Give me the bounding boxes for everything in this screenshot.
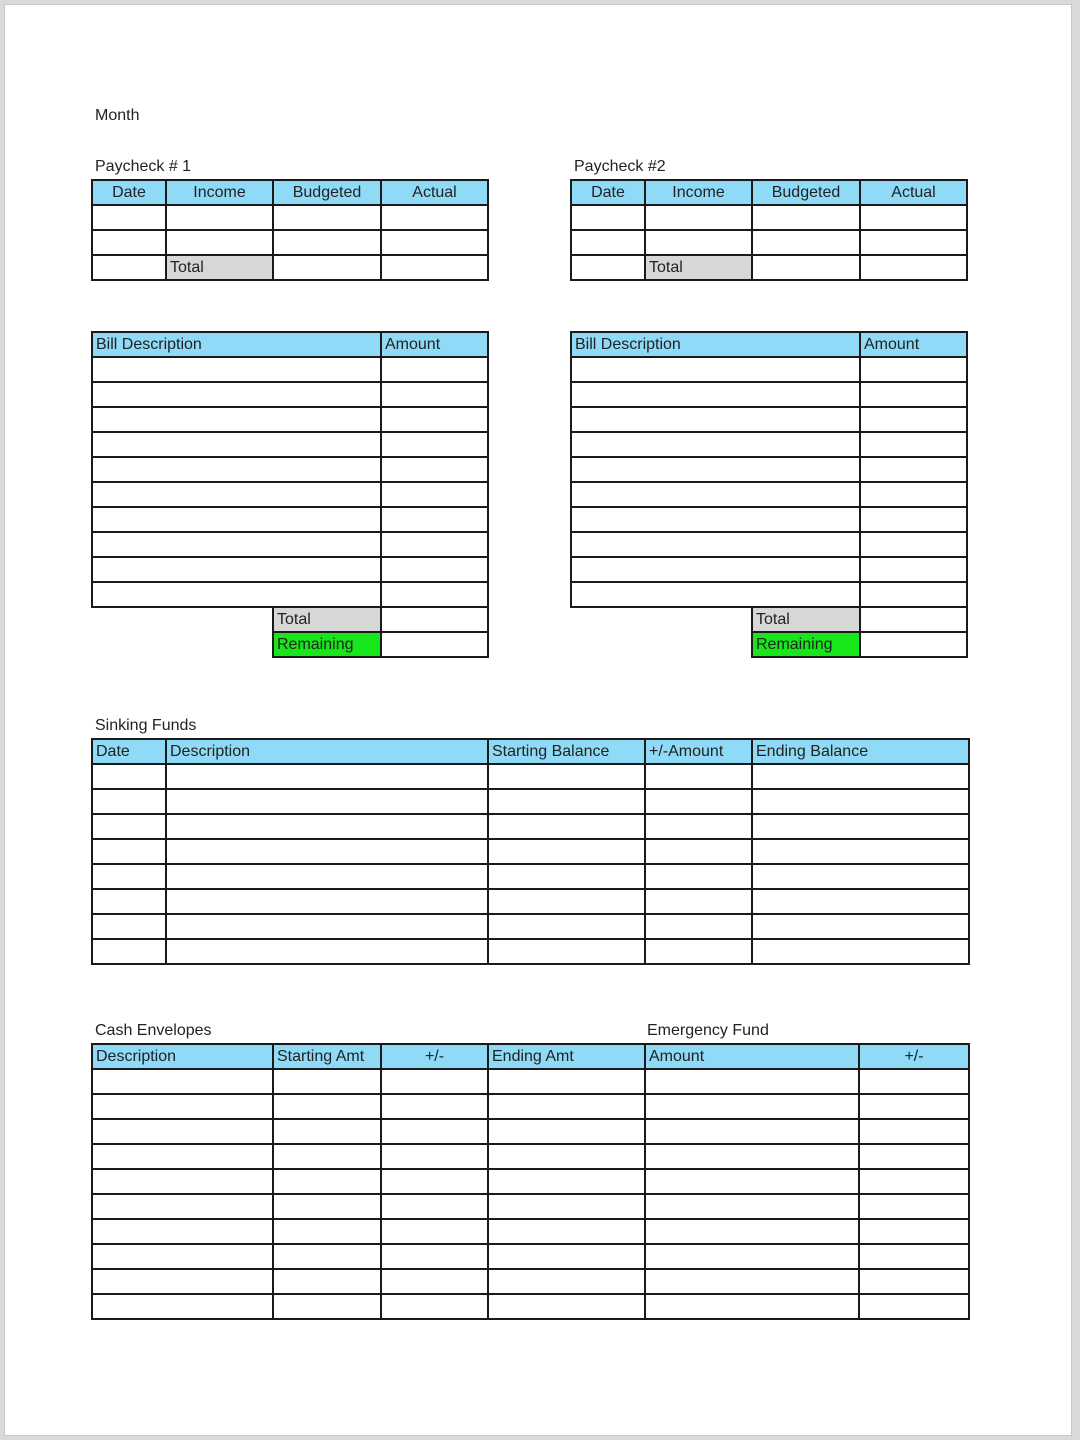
table-row <box>571 557 967 582</box>
cell[interactable] <box>381 407 488 432</box>
cell[interactable] <box>273 1194 381 1219</box>
cell[interactable] <box>92 357 381 382</box>
cell[interactable] <box>859 1244 969 1269</box>
blank-cell <box>92 632 273 657</box>
cell[interactable] <box>752 789 969 814</box>
cell[interactable] <box>860 432 967 457</box>
table-row <box>571 357 967 382</box>
table-row <box>571 532 967 557</box>
cell[interactable] <box>860 482 967 507</box>
cell[interactable] <box>92 1169 273 1194</box>
cell[interactable] <box>645 789 752 814</box>
cell[interactable] <box>273 230 381 255</box>
cell[interactable] <box>488 1144 645 1169</box>
table-row <box>92 939 969 964</box>
cell[interactable] <box>645 939 752 964</box>
cell[interactable] <box>645 1094 859 1119</box>
paycheck-1-title: Paycheck # 1 <box>95 158 192 175</box>
cell[interactable] <box>488 814 645 839</box>
table-header-row <box>92 180 488 205</box>
table-row <box>571 507 967 532</box>
header-amount: Amount <box>381 332 488 357</box>
cell[interactable] <box>645 230 752 255</box>
cell[interactable] <box>645 814 752 839</box>
total-label: Total <box>752 607 860 632</box>
cell[interactable] <box>860 607 967 632</box>
cell[interactable] <box>92 382 381 407</box>
cell[interactable] <box>92 482 381 507</box>
cell[interactable] <box>645 1219 859 1244</box>
cell[interactable] <box>273 1244 381 1269</box>
cell[interactable] <box>92 557 381 582</box>
cell[interactable] <box>381 255 488 280</box>
header-date: Date <box>571 180 645 205</box>
cell[interactable] <box>752 839 969 864</box>
cell[interactable] <box>92 1194 273 1219</box>
cell[interactable] <box>166 230 273 255</box>
cell[interactable] <box>571 357 860 382</box>
cell[interactable] <box>273 1069 381 1094</box>
cell[interactable] <box>860 507 967 532</box>
cell[interactable] <box>381 557 488 582</box>
cell[interactable] <box>488 789 645 814</box>
cell[interactable] <box>860 230 967 255</box>
cell[interactable] <box>571 230 645 255</box>
cell[interactable] <box>381 1194 488 1219</box>
cell[interactable] <box>166 205 273 230</box>
cell[interactable] <box>92 1219 273 1244</box>
header-bill-description: Bill Description <box>571 332 860 357</box>
sinking-funds-table <box>91 738 970 965</box>
cell[interactable] <box>92 1269 273 1294</box>
cell[interactable] <box>645 914 752 939</box>
cell[interactable] <box>92 1094 273 1119</box>
cell[interactable] <box>488 864 645 889</box>
cell[interactable] <box>859 1294 969 1319</box>
cell[interactable] <box>273 1169 381 1194</box>
header-actual: Actual <box>860 180 967 205</box>
cell[interactable] <box>752 205 860 230</box>
cell[interactable] <box>381 582 488 607</box>
cell[interactable] <box>381 205 488 230</box>
cell[interactable] <box>166 864 488 889</box>
cell[interactable] <box>166 914 488 939</box>
total-label: Total <box>273 607 381 632</box>
table-row <box>92 814 969 839</box>
cell[interactable] <box>92 764 166 789</box>
cell[interactable] <box>752 255 860 280</box>
cell[interactable] <box>571 557 860 582</box>
cell[interactable] <box>92 864 166 889</box>
cell[interactable] <box>381 382 488 407</box>
cell[interactable] <box>860 632 967 657</box>
header-amount: Amount <box>860 332 967 357</box>
table-row <box>92 432 488 457</box>
cell[interactable] <box>860 457 967 482</box>
cell[interactable] <box>859 1219 969 1244</box>
table-row <box>92 1069 969 1094</box>
cell[interactable] <box>381 482 488 507</box>
cell[interactable] <box>859 1144 969 1169</box>
cell[interactable] <box>92 789 166 814</box>
cell[interactable] <box>645 1294 859 1319</box>
table-header-row <box>92 1044 969 1069</box>
cell[interactable] <box>381 507 488 532</box>
cell[interactable] <box>92 1244 273 1269</box>
cell[interactable] <box>571 532 860 557</box>
cash-envelopes-title: Cash Envelopes <box>95 1022 212 1039</box>
cell[interactable] <box>645 864 752 889</box>
cell[interactable] <box>273 1144 381 1169</box>
cell[interactable] <box>92 582 381 607</box>
cell[interactable] <box>92 532 381 557</box>
cell[interactable] <box>645 1194 859 1219</box>
total-row <box>571 607 967 632</box>
header-emergency-amount: Amount <box>645 1044 859 1069</box>
table-row <box>92 1294 969 1319</box>
table-row <box>92 1244 969 1269</box>
cell[interactable] <box>381 1294 488 1319</box>
header-amount-change: +/-Amount <box>645 739 752 764</box>
cell[interactable] <box>381 607 488 632</box>
table-row <box>571 582 967 607</box>
cell[interactable] <box>381 632 488 657</box>
cell[interactable] <box>571 205 645 230</box>
cell[interactable] <box>166 889 488 914</box>
cell[interactable] <box>571 382 860 407</box>
blank-cell <box>571 632 752 657</box>
cell[interactable] <box>645 1119 859 1144</box>
cell[interactable] <box>859 1069 969 1094</box>
cell[interactable] <box>645 889 752 914</box>
paycheck-2-table <box>570 179 968 281</box>
cell[interactable] <box>859 1269 969 1294</box>
cell[interactable] <box>571 255 645 280</box>
cell[interactable] <box>273 1294 381 1319</box>
table-row <box>571 382 967 407</box>
header-bill-description: Bill Description <box>92 332 381 357</box>
cell[interactable] <box>488 839 645 864</box>
cell[interactable] <box>860 407 967 432</box>
table-row <box>92 1144 969 1169</box>
month-label: Month <box>95 107 140 124</box>
cell[interactable] <box>273 1119 381 1144</box>
cell[interactable] <box>381 432 488 457</box>
header-description: Description <box>166 739 488 764</box>
header-actual: Actual <box>381 180 488 205</box>
cell[interactable] <box>488 1094 645 1119</box>
cash-envelopes-emergency-table <box>91 1043 970 1320</box>
table-row <box>92 357 488 382</box>
header-emergency-plus-minus: +/- <box>859 1044 969 1069</box>
budget-page <box>4 4 1072 1436</box>
remaining-label: Remaining <box>752 632 860 657</box>
cell[interactable] <box>381 1119 488 1144</box>
cell[interactable] <box>645 839 752 864</box>
table-row <box>92 764 969 789</box>
cell[interactable] <box>92 205 166 230</box>
paycheck-1-table <box>91 179 489 281</box>
cell[interactable] <box>488 1194 645 1219</box>
table-row <box>92 864 969 889</box>
cell[interactable] <box>381 357 488 382</box>
total-label: Total <box>645 255 752 280</box>
table-row <box>92 889 969 914</box>
cell[interactable] <box>860 382 967 407</box>
table-row <box>92 482 488 507</box>
table-row <box>571 205 967 230</box>
table-row <box>92 557 488 582</box>
remaining-row <box>571 632 967 657</box>
cell[interactable] <box>571 457 860 482</box>
cell[interactable] <box>92 1294 273 1319</box>
cell[interactable] <box>381 457 488 482</box>
paycheck-2-title: Paycheck #2 <box>574 158 666 175</box>
cell[interactable] <box>166 764 488 789</box>
total-row <box>92 255 488 280</box>
header-plus-minus: +/- <box>381 1044 488 1069</box>
cell[interactable] <box>645 1244 859 1269</box>
cell[interactable] <box>488 1244 645 1269</box>
table-row <box>92 457 488 482</box>
cell[interactable] <box>488 1169 645 1194</box>
cell[interactable] <box>381 1244 488 1269</box>
cell[interactable] <box>92 1144 273 1169</box>
cell[interactable] <box>92 407 381 432</box>
table-row <box>92 1169 969 1194</box>
remaining-label: Remaining <box>273 632 381 657</box>
cell[interactable] <box>166 839 488 864</box>
cell[interactable] <box>381 1094 488 1119</box>
table-row <box>92 205 488 230</box>
cell[interactable] <box>166 814 488 839</box>
table-row <box>571 457 967 482</box>
header-budgeted: Budgeted <box>752 180 860 205</box>
cell[interactable] <box>92 230 166 255</box>
cell[interactable] <box>381 230 488 255</box>
header-ending-amt: Ending Amt <box>488 1044 645 1069</box>
sinking-funds-title: Sinking Funds <box>95 717 197 734</box>
table-row <box>92 382 488 407</box>
table-row <box>92 1269 969 1294</box>
header-ending-balance: Ending Balance <box>752 739 969 764</box>
cell[interactable] <box>166 939 488 964</box>
cell[interactable] <box>752 914 969 939</box>
cell[interactable] <box>860 557 967 582</box>
cell[interactable] <box>645 205 752 230</box>
table-row <box>92 582 488 607</box>
cell[interactable] <box>859 1169 969 1194</box>
table-row <box>92 230 488 255</box>
cell[interactable] <box>488 1069 645 1094</box>
table-row <box>92 914 969 939</box>
table-header-row <box>571 332 967 357</box>
cell[interactable] <box>571 407 860 432</box>
header-starting-amt: Starting Amt <box>273 1044 381 1069</box>
cell[interactable] <box>92 839 166 864</box>
table-row <box>92 1094 969 1119</box>
cell[interactable] <box>488 764 645 789</box>
cell[interactable] <box>92 1069 273 1094</box>
cell[interactable] <box>488 1269 645 1294</box>
cell[interactable] <box>92 1119 273 1144</box>
table-row <box>92 839 969 864</box>
cell[interactable] <box>488 1219 645 1244</box>
cell[interactable] <box>381 1169 488 1194</box>
cell[interactable] <box>859 1194 969 1219</box>
cell[interactable] <box>381 1269 488 1294</box>
cell[interactable] <box>381 1219 488 1244</box>
blank-cell <box>571 607 752 632</box>
cell[interactable] <box>273 1269 381 1294</box>
cell[interactable] <box>860 205 967 230</box>
cell[interactable] <box>273 1219 381 1244</box>
cell[interactable] <box>571 432 860 457</box>
cell[interactable] <box>860 357 967 382</box>
cell[interactable] <box>752 230 860 255</box>
cell[interactable] <box>752 764 969 789</box>
table-row <box>92 1119 969 1144</box>
cell[interactable] <box>92 889 166 914</box>
cell[interactable] <box>488 939 645 964</box>
cell[interactable] <box>92 914 166 939</box>
cell[interactable] <box>860 255 967 280</box>
table-row <box>92 789 969 814</box>
remaining-row <box>92 632 488 657</box>
table-row <box>571 432 967 457</box>
cell[interactable] <box>752 814 969 839</box>
table-header-row <box>92 739 969 764</box>
cell[interactable] <box>92 507 381 532</box>
cell[interactable] <box>752 864 969 889</box>
table-row <box>571 482 967 507</box>
table-row <box>92 507 488 532</box>
total-label: Total <box>166 255 273 280</box>
cell[interactable] <box>645 1144 859 1169</box>
cell[interactable] <box>860 532 967 557</box>
cell[interactable] <box>92 457 381 482</box>
cell[interactable] <box>645 1269 859 1294</box>
cell[interactable] <box>645 1169 859 1194</box>
total-row <box>92 607 488 632</box>
header-income: Income <box>166 180 273 205</box>
header-income: Income <box>645 180 752 205</box>
cell[interactable] <box>381 1144 488 1169</box>
cell[interactable] <box>166 789 488 814</box>
table-row <box>92 1194 969 1219</box>
cell[interactable] <box>571 582 860 607</box>
cell[interactable] <box>273 1094 381 1119</box>
cell[interactable] <box>273 255 381 280</box>
cell[interactable] <box>752 889 969 914</box>
cell[interactable] <box>92 255 166 280</box>
header-description: Description <box>92 1044 273 1069</box>
emergency-fund-title: Emergency Fund <box>647 1022 769 1039</box>
cell[interactable] <box>92 939 166 964</box>
table-row <box>571 230 967 255</box>
bills-2-table <box>570 331 968 658</box>
table-header-row <box>571 180 967 205</box>
cell[interactable] <box>381 532 488 557</box>
table-row <box>92 532 488 557</box>
blank-cell <box>92 607 273 632</box>
table-row <box>571 407 967 432</box>
cell[interactable] <box>859 1094 969 1119</box>
cell[interactable] <box>488 1294 645 1319</box>
total-row <box>571 255 967 280</box>
cell[interactable] <box>488 914 645 939</box>
header-date: Date <box>92 180 166 205</box>
cell[interactable] <box>92 814 166 839</box>
header-starting-balance: Starting Balance <box>488 739 645 764</box>
bills-1-table <box>91 331 489 658</box>
header-budgeted: Budgeted <box>273 180 381 205</box>
cell[interactable] <box>645 1069 859 1094</box>
cell[interactable] <box>92 432 381 457</box>
cell[interactable] <box>571 482 860 507</box>
cell[interactable] <box>859 1119 969 1144</box>
table-row <box>92 1219 969 1244</box>
cell[interactable] <box>381 1069 488 1094</box>
cell[interactable] <box>273 205 381 230</box>
table-header-row <box>92 332 488 357</box>
cell[interactable] <box>645 764 752 789</box>
cell[interactable] <box>860 582 967 607</box>
header-date: Date <box>92 739 166 764</box>
cell[interactable] <box>571 507 860 532</box>
table-row <box>92 407 488 432</box>
cell[interactable] <box>488 1119 645 1144</box>
cell[interactable] <box>752 939 969 964</box>
cell[interactable] <box>488 889 645 914</box>
